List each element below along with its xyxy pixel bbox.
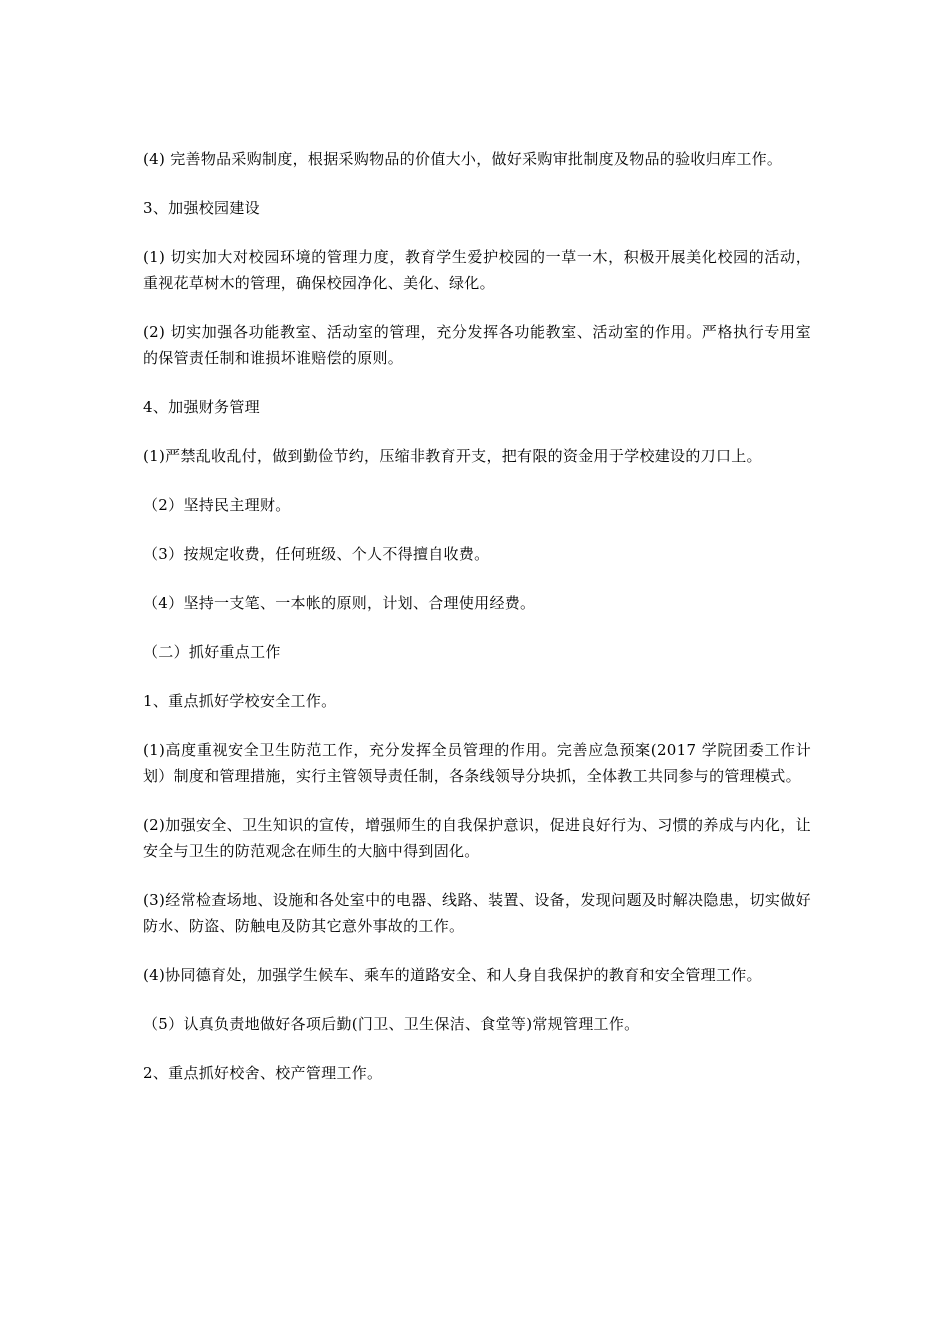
paragraph-safety-2: (2)加强安全、卫生知识的宣传，增强师生的自我保护意识，促进良好行为、习惯的养成与内化，让安全与卫生的防范观念在师生的大脑中得到固化。	[143, 816, 811, 860]
paragraph-campus-1: (1) 切实加大对校园环境的管理力度，教育学生爱护校园的一草一木，积极开展美化校园的活动，重视花草树木的管理，确保校园净化、美化、绿化。	[143, 248, 811, 292]
paragraph-campus-2: (2) 切实加强各功能教室、活动室的管理，充分发挥各功能教室、活动室的作用。严格执行专用室的保管责任制和谁损坏谁赔偿的原则。	[143, 323, 811, 367]
paragraph-procurement-4: (4) 完善物品采购制度，根据采购物品的价值大小，做好采购审批制度及物品的验收归库工作。	[143, 150, 783, 168]
paragraph-safety-3: (3)经常检查场地、设施和各处室中的电器、线路、装置、设备，发现问题及时解决隐患，切实做好防水、防盗、防触电及防其它意外事故的工作。	[143, 891, 811, 935]
paragraph-finance-3: （3）按规定收费，任何班级、个人不得擅自收费。	[143, 545, 490, 563]
heading-safety-work: 1、重点抓好学校安全工作。	[143, 692, 337, 710]
heading-key-work: （二）抓好重点工作	[143, 643, 281, 661]
heading-property-management: 2、重点抓好校舍、校产管理工作。	[143, 1064, 383, 1082]
heading-campus-construction: 3、加强校园建设	[143, 199, 260, 217]
paragraph-safety-4: (4)协同德育处，加强学生候车、乘车的道路安全、和人身自我保护的教育和安全管理工作。	[143, 966, 762, 984]
paragraph-finance-1: (1)严禁乱收乱付，做到勤俭节约，压缩非教育开支，把有限的资金用于学校建设的刀口上。	[143, 447, 762, 465]
paragraph-finance-4: （4）坚持一支笔、一本帐的原则，计划、合理使用经费。	[143, 594, 536, 612]
heading-finance-management: 4、加强财务管理	[143, 398, 260, 416]
paragraph-safety-1: (1)高度重视安全卫生防范工作，充分发挥全员管理的作用。完善应急预案(2017 学院团委工作计划）制度和管理措施，实行主管领导责任制，各条线领导分块抓，全体教工共同参与的管理模式。	[143, 741, 811, 785]
paragraph-safety-5: （5）认真负责地做好各项后勤(门卫、卫生保洁、食堂等)常规管理工作。	[143, 1015, 640, 1033]
document-page	[143, 146, 811, 1109]
paragraph-finance-2: （2）坚持民主理财。	[143, 496, 291, 514]
